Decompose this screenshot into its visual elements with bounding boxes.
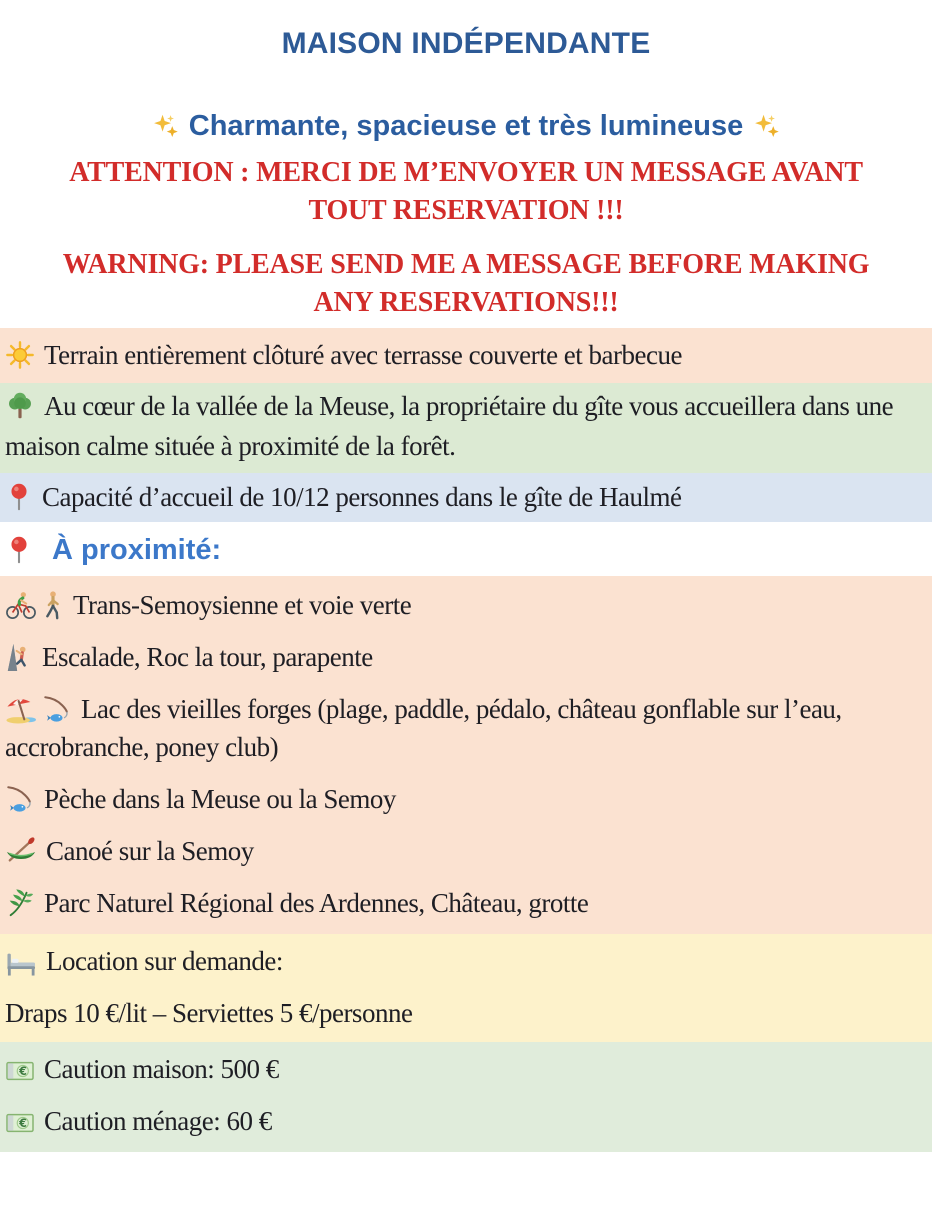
warning-en-line: WARNING: PLEASE SEND ME A MESSAGE BEFORE MAKING [62,249,870,280]
terrain-line [5,336,918,374]
nearby-item-text: Lac des vieilles forges (plage, paddle, pédalo, château gonflable sur l’eau, accrobranche, poney club) [5,694,842,762]
warning-fr [0,154,932,230]
listing-description-page [0,26,932,1224]
warning-en [0,246,932,322]
nearby-band [0,576,932,934]
pushpin-icon [5,535,33,565]
capacity-text: Capacité d’accueil de 10/12 personnes dans le gîte de Haulmé [42,482,682,512]
rental-band [0,934,932,1042]
capacity-line [5,478,918,516]
rental-prices-line [5,994,918,1032]
nearby-item-text: Escalade, Roc la tour, parapente [42,642,373,672]
nearby-item-trail [5,586,918,624]
nearby-item-text: Pèche dans la Meuse ou la Semoy [44,784,396,814]
capacity-highlight-band [0,473,932,522]
sparkles-icon [753,113,780,140]
deposit-band [0,1042,932,1152]
canoe-icon [5,836,37,866]
nearby-item-fishing [5,780,918,818]
rental-heading-line [5,942,918,980]
nearby-heading-row [0,522,932,576]
sun-icon [5,340,35,370]
bed-icon [5,948,37,976]
warning-fr-line: TOUT RESERVATION !!! [308,195,624,226]
svg-text:€: € [19,1116,27,1130]
terrain-highlight-band [0,328,932,383]
subtitle-text: Charmante, spacieuse et très lumineuse [188,110,744,142]
rental-prices-text: Draps 10 €/lit – Serviettes 5 €/personne [5,998,413,1028]
nearby-item-climbing [5,638,918,676]
deposit-house-text: Caution maison: 500 € [44,1054,279,1084]
nearby-item-lake [5,690,918,766]
deposit-cleaning-line [5,1102,918,1140]
herb-icon [5,888,35,918]
fishing-pole-icon [5,784,35,814]
tree-icon [5,391,35,421]
sparkles-icon [152,113,179,140]
location-paragraph [5,386,918,466]
pedestrian-icon [42,590,64,620]
nearby-item-text: Canoé sur la Semoy [46,836,254,866]
page-title: MAISON INDÉPENDANTE [281,27,651,60]
subtitle-row [0,108,932,144]
nearby-heading: À proximité: [52,534,222,566]
warning-fr-line: ATTENTION : MERCI DE M’ENVOYER UN MESSAGE AVANT [69,157,863,188]
nearby-item-park [5,884,918,922]
terrain-text: Terrain entièrement clôturé avec terrasse couverte et barbecue [44,340,682,370]
nearby-item-canoe [5,832,918,870]
location-text: Au cœur de la vallée de la Meuse, la propriétaire du gîte vous accueillera dans une maison calme située à proximité de la forêt. [5,391,894,461]
cyclist-icon [5,590,37,620]
climber-icon [5,642,33,672]
rental-heading-text: Location sur demande: [46,946,283,976]
warning-en-line: ANY RESERVATIONS!!! [313,287,619,318]
euro-banknote-icon [5,1058,35,1084]
pushpin-icon [5,482,33,512]
nearby-item-text: Parc Naturel Régional des Ardennes, Château, grotte [44,888,589,918]
deposit-house-line [5,1050,918,1088]
location-highlight-band [0,383,932,473]
nearby-item-text: Trans-Semoysienne et voie verte [73,590,412,620]
euro-banknote-icon [5,1110,35,1136]
fishing-pole-icon [42,694,72,724]
svg-text:€: € [19,1064,27,1078]
beach-umbrella-icon [5,694,37,724]
deposit-cleaning-text: Caution ménage: 60 € [44,1106,272,1136]
